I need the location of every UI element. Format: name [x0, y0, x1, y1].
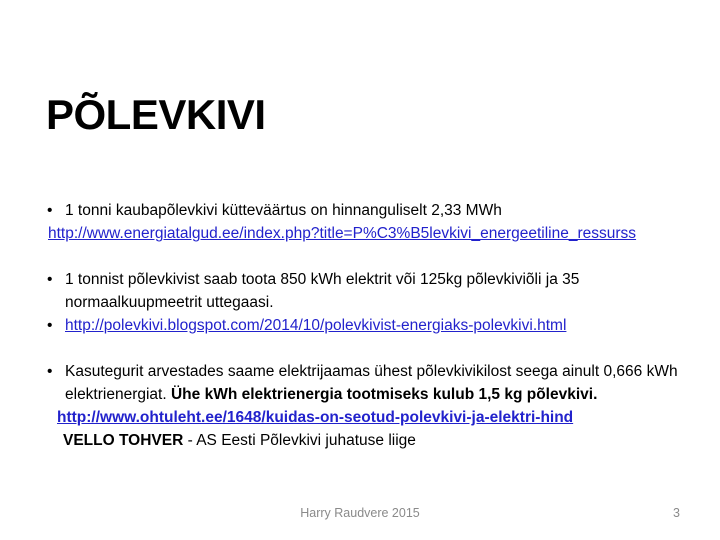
link-line [40, 406, 688, 429]
bullet-marker: • [47, 317, 53, 334]
link-blogspot[interactable]: http://polevkivi.blogspot.com/2014/10/polevkivist-energiaks-polevkivi.html [65, 317, 567, 334]
bullet-item [40, 268, 688, 314]
bullet-item [40, 199, 688, 222]
link-energiatalgud[interactable]: http://www.energiatalgud.ee/index.php?title=P%C3%B5levkivi_energeetiline_ressurss [48, 225, 637, 242]
section-efficiency [40, 360, 688, 452]
footer-author: Harry Raudvere 2015 [300, 506, 420, 520]
bullet-marker: • [47, 363, 53, 380]
section-production [40, 268, 688, 337]
slide-body [40, 199, 688, 452]
slide-title: PÕLEVKIVI [46, 91, 266, 138]
section-heating-value [40, 199, 688, 245]
bullet-item [40, 314, 688, 337]
bullet-text: 1 tonni kaubapõlevkivi kütteväärtus on hinnanguliselt 2,33 MWh [65, 202, 502, 219]
link-line [40, 222, 688, 245]
bullet-item [40, 360, 688, 406]
bullet-text: 1 tonnist põlevkivist saab toota 850 kWh elektrit või 125kg põlevkiviõli ja 35 normaalkuupmeetrit uttegaasi. [65, 271, 580, 311]
person-line [40, 429, 688, 452]
bullet-marker: • [47, 271, 53, 288]
link-ohtuleht[interactable]: http://www.ohtuleht.ee/1648/kuidas-on-seotud-polevkivi-ja-elektri-hind [57, 409, 574, 426]
bullet-text [65, 363, 678, 403]
bullet-text-regular: Kasutegurit arvestades saame elektrijaamas ühest põlevkivikilost seega ainult 0,666 kWh elektrienergiat. [65, 363, 678, 403]
person-role: - AS Eesti Põlevkivi juhatuse liige [183, 432, 416, 449]
bullet-marker: • [47, 202, 53, 219]
page-number: 3 [673, 506, 680, 520]
bullet-text-bold: Ühe kWh elektrienergia tootmiseks kulub 1,5 kg põlevkivi. [170, 386, 598, 403]
person-name: VELLO TOHVER [63, 432, 184, 449]
